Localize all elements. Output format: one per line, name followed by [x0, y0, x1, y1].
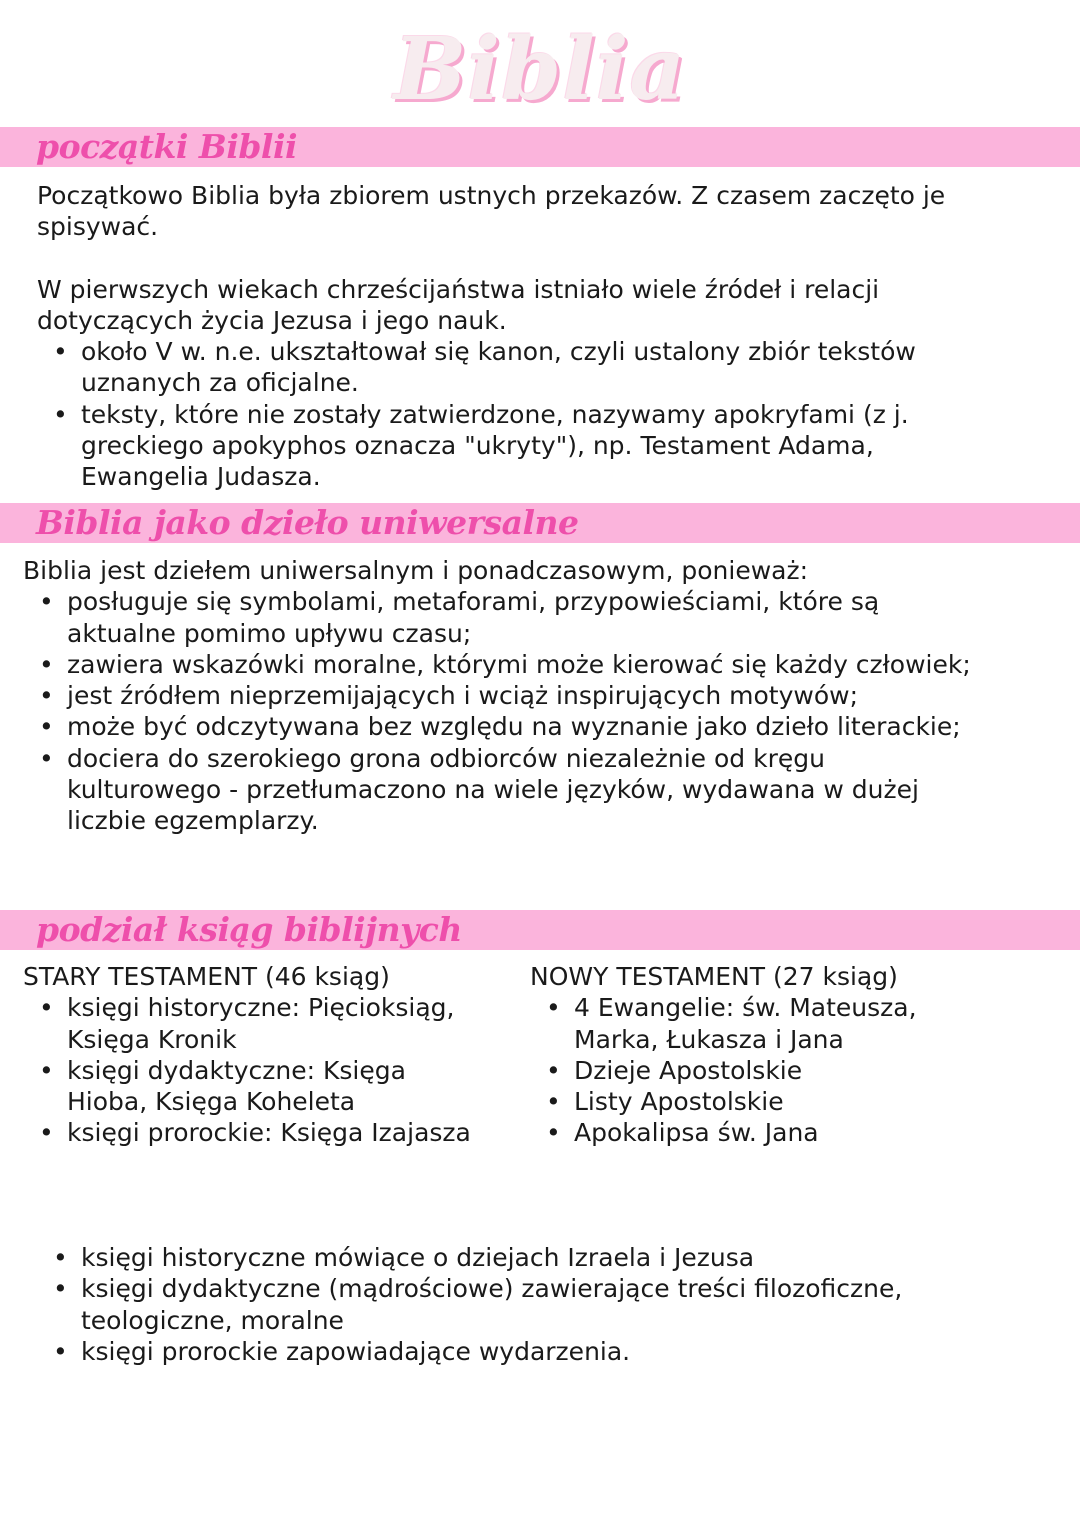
- universal-content: [23, 555, 973, 837]
- list-item: • około V w. n.e. ukształtował się kanon, czyli ustalony zbiór tekstów uznanych za oficjalne.: [81, 336, 982, 399]
- section-header-origins: [0, 127, 1080, 167]
- section-heading: podział ksiąg biblijnych: [36, 910, 462, 949]
- section-header-division: [0, 910, 1080, 950]
- list-item: • księgi dydaktyczne: Księga Hioba, Księga Koheleta: [67, 1055, 493, 1118]
- old-testament-column: [23, 961, 493, 1149]
- list-item: • może być odczytywana bez względu na wyznanie jako dzieło literackie;: [67, 711, 973, 742]
- spacer: [37, 243, 982, 274]
- bullet-list: [530, 992, 950, 1148]
- paragraph: W pierwszych wiekach chrześcijaństwa istniało wiele źródeł i relacji dotyczących życia Jezusa i jego nauk.: [37, 274, 880, 335]
- old-testament-title: STARY TESTAMENT (46 ksiąg): [23, 962, 390, 991]
- list-item: • księgi historyczne mówiące o dziejach Izraela i Jezusa: [81, 1242, 997, 1273]
- list-item: • Apokalipsa św. Jana: [574, 1117, 950, 1148]
- list-item: • dociera do szerokiego grona odbiorców niezależnie od kręgu kulturowego - przetłumaczono na wiele języków, wydawana w dużej liczbie egzemplarzy.: [67, 743, 973, 837]
- bullet-list: [37, 336, 982, 492]
- list-item: • teksty, które nie zostały zatwierdzone, nazywamy apokryfami (z j. greckiego apokyphos oznacza "ukryty"), np. Testament Adama, Ewangelia Judasza.: [81, 399, 982, 493]
- bullet-list: [37, 1242, 997, 1367]
- page-title: Biblia: [393, 19, 687, 120]
- list-item: • księgi prorockie: Księga Izajasza: [67, 1117, 493, 1148]
- list-item: • Listy Apostolskie: [574, 1086, 950, 1117]
- bullet-list: [23, 992, 493, 1148]
- summary-content: [37, 1242, 997, 1367]
- new-testament-title: NOWY TESTAMENT (27 ksiąg): [530, 962, 898, 991]
- origins-content: [37, 180, 982, 493]
- new-testament-column: [530, 961, 950, 1149]
- list-item: • księgi dydaktyczne (mądrościowe) zawierające treści filozoficzne, teologiczne, moralne: [81, 1273, 997, 1336]
- bullet-list: [23, 586, 973, 836]
- section-header-universal: [0, 503, 1080, 543]
- list-item: • Dzieje Apostolskie: [574, 1055, 950, 1086]
- list-item: • zawiera wskazówki moralne, którymi może kierować się każdy człowiek;: [67, 649, 973, 680]
- list-item: • księgi historyczne: Pięcioksiąg, Księga Kronik: [67, 992, 493, 1055]
- paragraph: Początkowo Biblia była zbiorem ustnych przekazów. Z czasem zaczęto je spisywać.: [37, 181, 946, 242]
- list-item: • posługuje się symbolami, metaforami, przypowieściami, które są aktualne pomimo upływu czasu;: [67, 586, 973, 649]
- paragraph: Biblia jest dziełem uniwersalnym i ponadczasowym, ponieważ:: [23, 556, 809, 585]
- section-heading: początki Biblii: [36, 127, 298, 166]
- list-item: • 4 Ewangelie: św. Mateusza, Marka, Łukasza i Jana: [574, 992, 950, 1055]
- list-item: • jest źródłem nieprzemijających i wciąż inspirujących motywów;: [67, 680, 973, 711]
- section-heading: Biblia jako dzieło uniwersalne: [36, 503, 579, 542]
- list-item: • księgi prorockie zapowiadające wydarzenia.: [81, 1336, 997, 1367]
